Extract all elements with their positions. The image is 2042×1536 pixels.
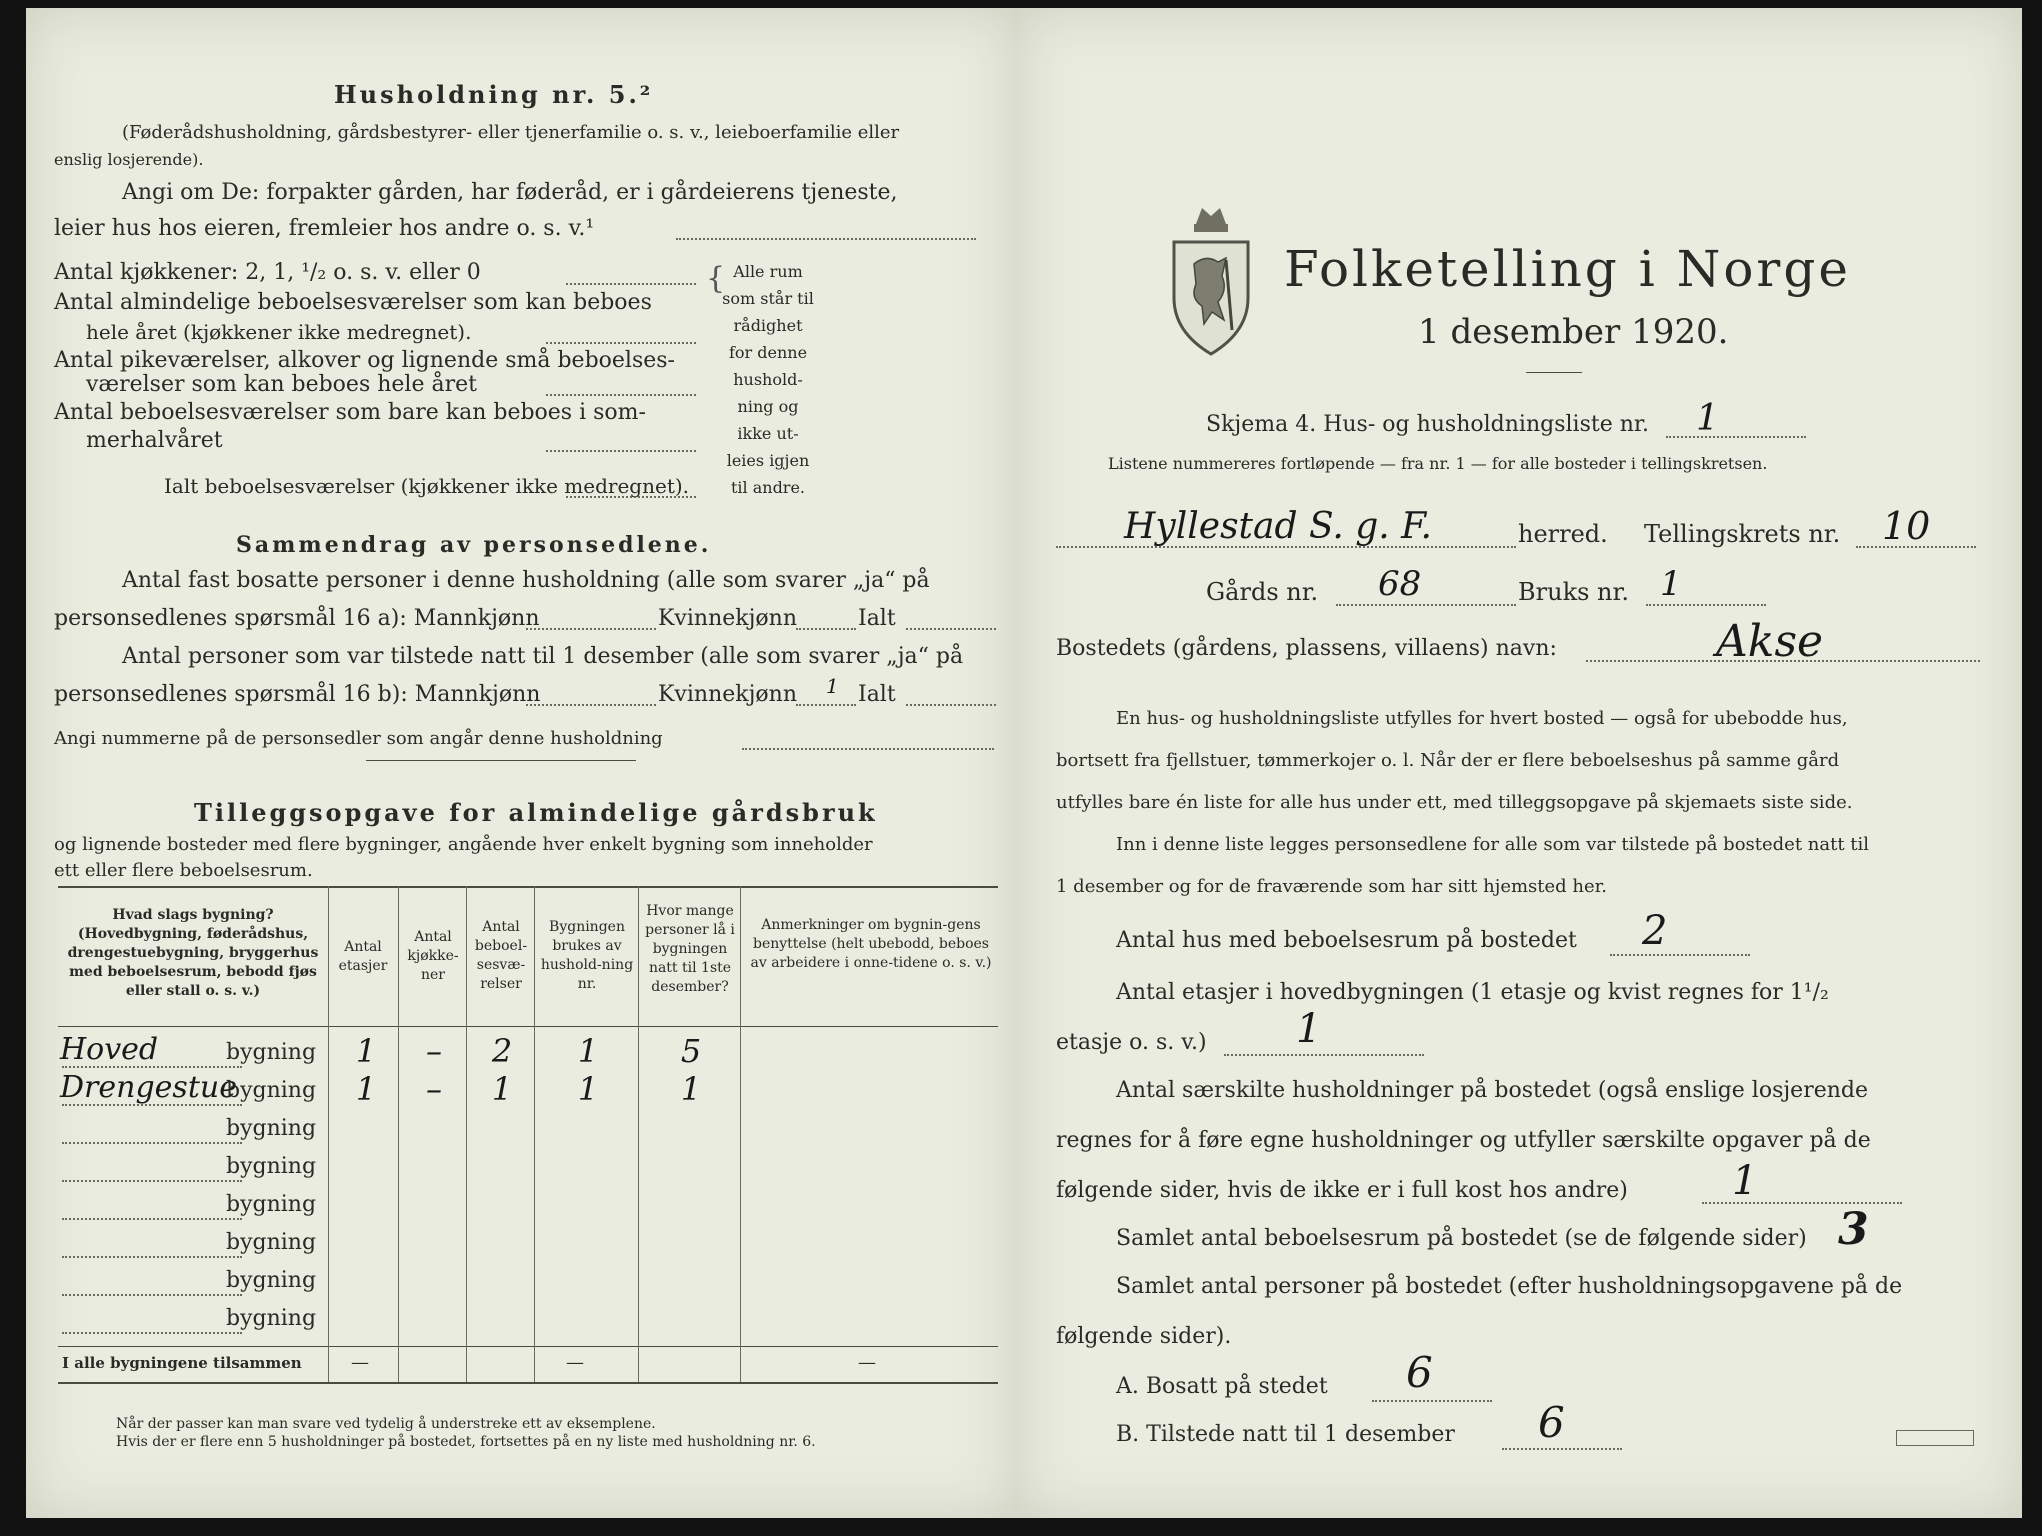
side-note-line: Alle rum bbox=[733, 262, 803, 281]
table-row bbox=[26, 1184, 1016, 1222]
skjema-label: Skjema 4. Hus- og husholdningsliste nr. bbox=[1206, 412, 1649, 437]
fast-line-2c: Ialt bbox=[858, 606, 896, 631]
row-dotted-line bbox=[62, 1142, 242, 1144]
tilstede-mann-line bbox=[526, 704, 656, 706]
bosted-line bbox=[1586, 660, 1980, 662]
ialt-answer-line bbox=[566, 496, 696, 498]
side-note bbox=[720, 258, 816, 501]
row-dotted-line bbox=[62, 1256, 242, 1258]
tilstede-line-1: Antal personer som var tilstede natt til 1 desember (alle som svarer „ja“ på bbox=[122, 644, 964, 669]
row-cell-kjokken: – bbox=[426, 1070, 442, 1108]
skjema-value: 1 bbox=[1696, 398, 1719, 439]
col-header-hushold bbox=[538, 918, 636, 994]
bruks-value: 1 bbox=[1660, 564, 1682, 604]
printer-stamp bbox=[1896, 1430, 1974, 1446]
col-header-type-text: Hvad slags bygning? (Hovedbygning, føderådshus, drengestuebygning, bryggerhus med beboelsesrum, bebodd fjøs eller stall o. s. v.) bbox=[67, 907, 319, 999]
col-header-personer-text: Hvor mange personer lå i bygningen natt til 1ste desember? bbox=[645, 903, 735, 995]
sommer-label-1: Antal beboelsesværelser som bare kan beboes i som- bbox=[54, 400, 646, 425]
table-row bbox=[26, 1222, 1016, 1260]
gards-value: 68 bbox=[1378, 564, 1422, 604]
sarskilte-line-2: regnes for å føre egne husholdninger og utfyller særskilte opgaver på de bbox=[1056, 1128, 1871, 1153]
right-page bbox=[1016, 8, 2022, 1518]
ialt-label: Ialt beboelsesværelser (kjøkkener ikke medregnet). bbox=[164, 474, 690, 498]
tilstede-line-2b: Kvinnekjønn bbox=[658, 682, 797, 707]
sarskilte-line bbox=[1702, 1202, 1902, 1204]
table-top-rule bbox=[58, 886, 998, 888]
left-page bbox=[26, 8, 1016, 1518]
info-2: bortsett fra fjellstuer, tømmerkojer o. l. Når der er flere beboelseshus på samme gård bbox=[1056, 750, 1840, 771]
bruks-line bbox=[1646, 604, 1766, 606]
angi-line-2: leier hus hos eieren, fremleier hos andre o. s. v.¹ bbox=[54, 216, 595, 241]
gards-label: Gårds nr. bbox=[1206, 578, 1319, 606]
alm-label-2: hele året (kjøkkener ikke medregnet). bbox=[86, 320, 472, 344]
table-row bbox=[26, 1108, 1016, 1146]
col-header-kjokken bbox=[402, 928, 464, 985]
tilstede-kvinne-value: 1 bbox=[826, 674, 839, 698]
form-date: 1 desember 1920. bbox=[1418, 312, 1729, 352]
alm-answer-line bbox=[546, 342, 696, 344]
fast-ialt-line bbox=[906, 628, 996, 630]
sommer-label-2: merhalvåret bbox=[86, 428, 223, 453]
bosatt-line bbox=[1372, 1400, 1492, 1402]
col-header-kjokken-text: Antal kjøkke-ner bbox=[407, 929, 459, 983]
samlet-rum-label: Samlet antal beboelsesrum på bostedet (se de følgende sider) bbox=[1116, 1226, 1807, 1251]
row-cell-etasjer: 1 bbox=[355, 1070, 377, 1108]
etasjer-value: 1 bbox=[1296, 1006, 1322, 1052]
row-cell-personer: 5 bbox=[680, 1032, 702, 1070]
norway-coat-of-arms-icon bbox=[1166, 202, 1256, 362]
row-bygning-label: bygning bbox=[226, 1306, 317, 1331]
col-header-type bbox=[62, 906, 324, 1001]
table-total-rule bbox=[58, 1346, 998, 1347]
household-subtitle-1: (Føderådshusholdning, gårdsbestyrer- eller tjenerfamilie o. s. v., leieboerfamilie eller bbox=[122, 122, 900, 143]
row-cell-hushold: 1 bbox=[577, 1032, 599, 1070]
col-header-anm bbox=[744, 916, 998, 973]
samlet-pers-line-2: følgende sider). bbox=[1056, 1324, 1232, 1349]
skjema-line bbox=[1666, 436, 1806, 438]
kjokken-label: Antal kjøkkener: 2, 1, ¹/₂ o. s. v. eller 0 bbox=[54, 260, 481, 285]
row-cell-vaerelser: 1 bbox=[491, 1070, 513, 1108]
samlet-rum-value: 3 bbox=[1838, 1204, 1869, 1255]
bruks-label: Bruks nr. bbox=[1518, 578, 1629, 606]
side-note-line: ikke ut- bbox=[737, 424, 799, 443]
sammendrag-title: Sammendrag av personsedlene. bbox=[236, 532, 712, 558]
row-dotted-line bbox=[62, 1180, 242, 1182]
row-bygning-label: bygning bbox=[226, 1192, 317, 1217]
herred-line bbox=[1056, 546, 1516, 548]
fast-mann-line bbox=[526, 628, 656, 630]
table-row bbox=[26, 1032, 1016, 1070]
col-header-etasjer-text: Antal etasjer bbox=[338, 939, 388, 974]
row-dotted-line bbox=[62, 1294, 242, 1296]
krets-value: 10 bbox=[1882, 504, 1931, 548]
listene-note: Listene nummereres fortløpende — fra nr. 1 — for alle bosteder i tellingskretsen. bbox=[1108, 454, 1768, 473]
sommer-answer-line bbox=[546, 450, 696, 452]
info-3: utfylles bare én liste for alle hus under ett, med tilleggsopgave på skjemaets siste side. bbox=[1056, 792, 1853, 813]
side-note-line: leies igjen bbox=[726, 451, 810, 470]
side-note-line: hushold- bbox=[733, 370, 803, 389]
hus-line bbox=[1610, 954, 1750, 956]
krets-line bbox=[1856, 546, 1976, 548]
herred-value: Hyllestad S. g. F. bbox=[1124, 506, 1432, 547]
col-header-vaerelser-text: Antal beboel-sesvæ-relser bbox=[474, 919, 528, 992]
info-5: 1 desember og for de fraværende som har sitt hjemsted her. bbox=[1056, 876, 1607, 897]
table-row bbox=[26, 1070, 1016, 1108]
household-title: Husholdning nr. 5.² bbox=[334, 80, 654, 109]
row-bygning-label: bygning bbox=[226, 1116, 317, 1141]
form-title: Folketelling i Norge bbox=[1284, 240, 1851, 298]
side-note-line: ning og bbox=[737, 397, 799, 416]
herred-label: herred. bbox=[1518, 520, 1608, 548]
total-etasjer-dash: — bbox=[351, 1352, 369, 1373]
info-4: Inn i denne liste legges personsedlene for alle som var tilstede på bostedet natt til bbox=[1116, 834, 1870, 855]
tilstede-label: B. Tilstede natt til 1 desember bbox=[1116, 1422, 1455, 1447]
row-cell-vaerelser: 2 bbox=[491, 1032, 513, 1070]
fast-line-1: Antal fast bosatte personer i denne husholdning (alle som svarer „ja“ på bbox=[122, 568, 930, 593]
col-header-vaerelser bbox=[470, 918, 532, 994]
side-note-line: til andre. bbox=[730, 478, 806, 497]
tillegg-sub-1: og lignende bosteder med flere bygninger, angående hver enkelt bygning som inneholder bbox=[54, 834, 873, 855]
side-note-line: for denne bbox=[728, 343, 808, 362]
col-header-anm-text: Anmerkninger om bygnin-gens benyttelse (helt ubebodd, beboes av arbeidere i onne-tidene o. s. v.) bbox=[750, 917, 992, 971]
section-divider bbox=[366, 760, 636, 761]
table-row bbox=[26, 1298, 1016, 1336]
brace-icon: { bbox=[706, 261, 726, 296]
side-note-line: rådighet bbox=[733, 316, 803, 335]
footnote-2: Hvis der er flere enn 5 husholdninger på bostedet, fortsettes på en ny liste med husholdning nr. 6. bbox=[116, 1434, 816, 1450]
title-divider bbox=[1526, 372, 1582, 373]
alm-label-1: Antal almindelige beboelsesværelser som kan beboes bbox=[54, 290, 652, 315]
col-header-etasjer bbox=[332, 938, 394, 976]
row-bygning-label: bygning bbox=[226, 1230, 317, 1255]
row-cell-etasjer: 1 bbox=[355, 1032, 377, 1070]
row-bygning-label: bygning bbox=[226, 1154, 317, 1179]
bosatt-value: 6 bbox=[1406, 1348, 1433, 1397]
row-bygning-label: bygning bbox=[226, 1040, 317, 1065]
etasjer-line bbox=[1224, 1054, 1424, 1056]
row-cell-personer: 1 bbox=[680, 1070, 702, 1108]
tilstede-kvinne-line bbox=[796, 704, 856, 706]
fast-line-2b: Kvinnekjønn bbox=[658, 606, 797, 631]
total-label: I alle bygningene tilsammen bbox=[62, 1354, 302, 1372]
krets-label: Tellingskrets nr. bbox=[1644, 520, 1841, 548]
kjokken-answer-line bbox=[566, 283, 696, 285]
info-1: En hus- og husholdningsliste utfylles for hvert bosted — også for ubebodde hus, bbox=[1116, 708, 1848, 729]
angi-answer-line bbox=[676, 238, 976, 240]
table-bottom-rule bbox=[58, 1382, 998, 1384]
tilstede-ialt-line bbox=[906, 704, 996, 706]
table-header-rule bbox=[58, 1026, 998, 1027]
etasjer-line-1: Antal etasjer i hovedbygningen (1 etasje og kvist regnes for 1¹/₂ bbox=[1116, 980, 1829, 1005]
etasjer-line-2: etasje o. s. v.) bbox=[1056, 1030, 1207, 1055]
row-cell-hushold: 1 bbox=[577, 1070, 599, 1108]
row-bygning-label: bygning bbox=[226, 1268, 317, 1293]
col-header-hushold-text: Bygningen brukes av hushold-ning nr. bbox=[540, 919, 634, 992]
tilstede-line-2a: personsedlenes spørsmål 16 b): Mannkjønn bbox=[54, 682, 541, 707]
row-bygning-label: bygning bbox=[226, 1078, 317, 1103]
total-hushold-dash: — bbox=[566, 1352, 584, 1373]
row-building-name: Drengestue bbox=[60, 1070, 237, 1105]
row-building-name: Hoved bbox=[60, 1032, 159, 1067]
nummerne-line bbox=[742, 748, 994, 750]
household-subtitle-2: enslig losjerende). bbox=[54, 150, 204, 169]
tilstede-line-2c: Ialt bbox=[858, 682, 896, 707]
samlet-pers-line-1: Samlet antal personer på bostedet (efter husholdningsopgavene på de bbox=[1116, 1274, 1903, 1299]
side-note-line: som står til bbox=[722, 289, 814, 308]
pike-label-2: værelser som kan beboes hele året bbox=[86, 372, 477, 397]
tilstede-line bbox=[1502, 1448, 1622, 1450]
gards-line bbox=[1336, 604, 1516, 606]
pike-answer-line bbox=[546, 394, 696, 396]
fast-line-2a: personsedlenes spørsmål 16 a): Mannkjønn bbox=[54, 606, 540, 631]
hus-label: Antal hus med beboelsesrum på bostedet bbox=[1116, 928, 1577, 953]
tillegg-sub-2: ett eller flere beboelsesrum. bbox=[54, 860, 313, 881]
angi-line-1: Angi om De: forpakter gården, har føderåd, er i gårdeierens tjeneste, bbox=[122, 180, 898, 205]
sarskilte-line-1: Antal særskilte husholdninger på bostedet (også enslige losjerende bbox=[1116, 1078, 1869, 1103]
col-header-personer bbox=[642, 902, 738, 997]
total-anm-dash: — bbox=[858, 1352, 876, 1373]
hus-value: 2 bbox=[1642, 908, 1668, 954]
bosted-label: Bostedets (gårdens, plassens, villaens) navn: bbox=[1056, 636, 1557, 661]
pike-label-1: Antal pikeværelser, alkover og lignende små beboelses- bbox=[54, 348, 675, 373]
table-row bbox=[26, 1146, 1016, 1184]
tilstede-value: 6 bbox=[1538, 1398, 1565, 1447]
bosted-value: Akse bbox=[1716, 616, 1824, 667]
fast-kvinne-line bbox=[796, 628, 856, 630]
footnote-1: Når der passer kan man svare ved tydelig å understreke ett av eksemplene. bbox=[116, 1416, 656, 1432]
sarskilte-line-3: følgende sider, hvis de ikke er i full kost hos andre) bbox=[1056, 1178, 1628, 1203]
tillegg-title: Tilleggsopgave for almindelige gårdsbruk bbox=[194, 798, 878, 827]
nummerne-label: Angi nummerne på de personsedler som angår denne husholdning bbox=[54, 728, 663, 749]
table-row bbox=[26, 1260, 1016, 1298]
bosatt-label: A. Bosatt på stedet bbox=[1116, 1374, 1328, 1399]
row-dotted-line bbox=[62, 1332, 242, 1334]
row-dotted-line bbox=[62, 1218, 242, 1220]
sarskilte-value: 1 bbox=[1732, 1158, 1758, 1204]
row-cell-kjokken: – bbox=[426, 1032, 442, 1070]
